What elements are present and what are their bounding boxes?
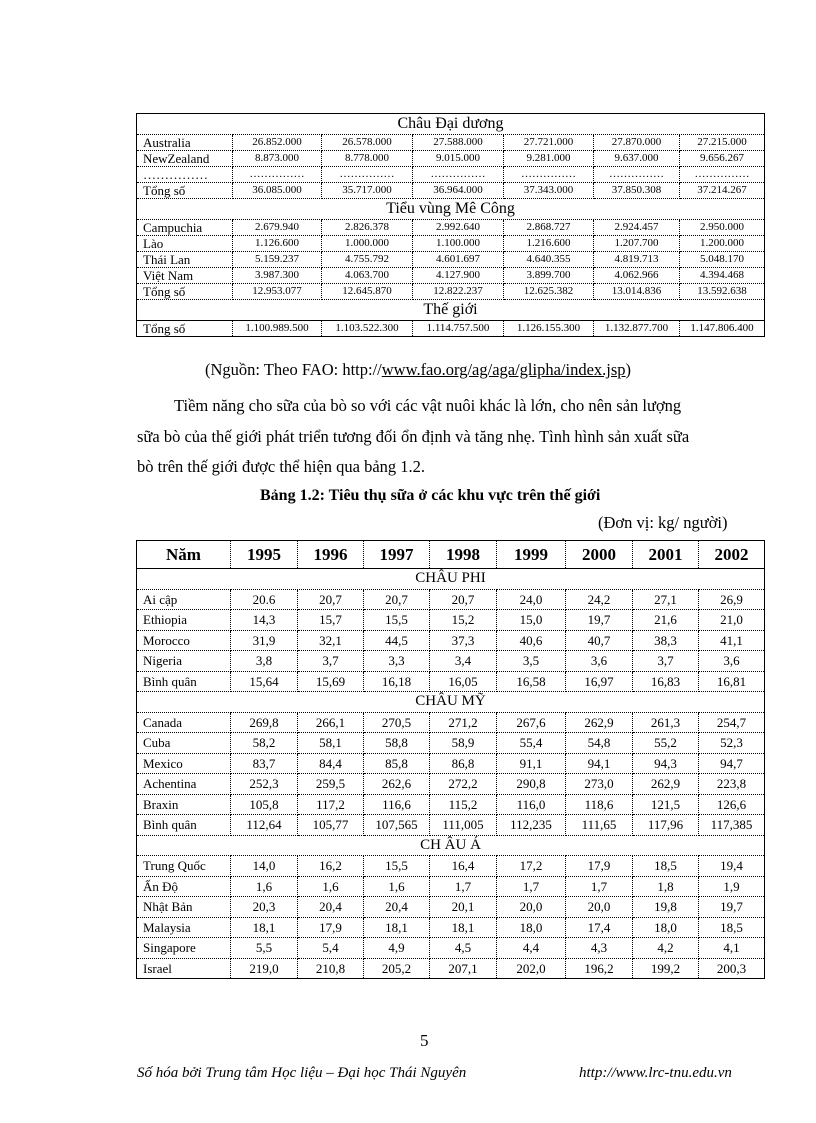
table-cell: 16,97 [566,671,633,692]
table-cell: 252,3 [231,774,298,795]
table-cell: …………… [322,167,413,183]
table-cell: 54,8 [566,733,633,754]
table-cell: 2.992.640 [413,220,504,236]
table-cell: 3,7 [633,651,699,672]
table-row [137,252,765,268]
table-cell: 27.721.000 [504,135,594,151]
table-cell: 4,5 [430,938,497,959]
table-cell: 1.216.600 [504,236,594,252]
table-cell: 273,0 [566,774,633,795]
source-note: (Nguồn: Theo FAO: http://www.fao.org/ag/aga/glipha/index.jsp) [205,360,632,379]
table-cell: 9.015.000 [413,151,504,167]
table-cell: 210,8 [298,958,364,979]
table-cell: 15,0 [497,610,566,631]
table-cell: 18,0 [633,917,699,938]
table-cell: 19,7 [699,897,765,918]
table-cell: 3,6 [566,651,633,672]
table-cell: 262,9 [566,712,633,733]
row-label: Nhật Bản [137,897,231,918]
column-header: 1998 [430,541,497,569]
row-label: NewZealand [137,151,233,167]
table-cell: 37,3 [430,630,497,651]
table-cell: 1,6 [231,876,298,897]
table-cell: 17,2 [497,856,566,877]
table-cell: 12.645.870 [322,284,413,300]
paragraph-line-3: bò trên thế giới được thể hiện qua bảng 1.2. [137,457,426,476]
table-cell: 91,1 [497,753,566,774]
row-label: Campuchia [137,220,233,236]
table-cell: 32,1 [298,630,364,651]
row-label: Israel [137,958,231,979]
table-cell: 13.592.638 [680,284,765,300]
section-row [137,114,765,135]
table-cell: 5,4 [298,938,364,959]
row-label: Cuba [137,733,231,754]
row-label: Morocco [137,630,231,651]
table-cell: 4.601.697 [413,252,504,268]
table-cell: 35.717.000 [322,183,413,199]
table-cell: 19,8 [633,897,699,918]
table-cell: 3,3 [364,651,430,672]
table-cell: 199,2 [633,958,699,979]
table-cell: 4,3 [566,938,633,959]
table-cell: 8.778.000 [322,151,413,167]
table-row [137,733,765,754]
table-cell: 2.826.378 [322,220,413,236]
table-row [137,268,765,284]
table-cell: 1,7 [430,876,497,897]
table-cell: 52,3 [699,733,765,754]
table-row [137,917,765,938]
table-row [137,876,765,897]
table-cell: 18,1 [364,917,430,938]
table-cell: 1,8 [633,876,699,897]
table-cell: 17,9 [298,917,364,938]
table-cell: 17,4 [566,917,633,938]
row-label: Australia [137,135,233,151]
table-cell: 107,565 [364,815,430,836]
table-cell: 15,7 [298,610,364,631]
section-row [137,569,765,590]
table-cell: 16,58 [497,671,566,692]
table-cell: 254,7 [699,712,765,733]
table-cell: 4.127.900 [413,268,504,284]
table-cell: 20,7 [430,589,497,610]
table-cell: 15,5 [364,856,430,877]
table-cell: 4.062.966 [594,268,680,284]
table-cell: 36.964.000 [413,183,504,199]
row-label: Nigeria [137,651,231,672]
section-title: Tiểu vùng Mê Công [137,199,765,220]
table-cell: 262,6 [364,774,430,795]
table-cell: 18,5 [699,917,765,938]
table-cell: 290,8 [497,774,566,795]
milk-consumption-table [136,540,765,979]
table-cell: 1,7 [566,876,633,897]
table-cell: 1.147.806.400 [680,321,765,337]
table-cell: 14,0 [231,856,298,877]
table-cell: 5,5 [231,938,298,959]
table-cell: 27.588.000 [413,135,504,151]
table-caption: Bảng 1.2: Tiêu thụ sữa ở các khu vực trên thế giới [260,487,601,504]
table-row [137,753,765,774]
table-cell: 116,0 [497,794,566,815]
table-cell: 1.103.522.300 [322,321,413,337]
table-cell: 3,8 [231,651,298,672]
table-cell: 55,4 [497,733,566,754]
paragraph-line-2: sữa bò của thế giới phát triển tương đối ổn định và tăng nhẹ. Tình hình sản xuất sữa [137,427,690,446]
footer-publisher: Số hóa bởi Trung tâm Học liệu – Đại học Thái Nguyên [137,1065,467,1081]
table-row [137,958,765,979]
table-cell: 1,6 [298,876,364,897]
table-row [137,815,765,836]
table-cell: 16,18 [364,671,430,692]
row-label: Singapore [137,938,231,959]
table-cell: 3,5 [497,651,566,672]
column-header: Năm [137,541,231,569]
table-cell: 16,2 [298,856,364,877]
table-cell: 18,5 [633,856,699,877]
table-cell: 15,5 [364,610,430,631]
column-header: 2002 [699,541,765,569]
table-cell: 223,8 [699,774,765,795]
table-cell: 202,0 [497,958,566,979]
table-cell: 20.6 [231,589,298,610]
section-title: Thế giới [137,300,765,321]
row-label: Mexico [137,753,231,774]
table-cell: …………… [233,167,322,183]
table-cell: 3,4 [430,651,497,672]
table-cell: 196,2 [566,958,633,979]
table-row [137,938,765,959]
table-cell: 207,1 [430,958,497,979]
table-cell: 4.063.700 [322,268,413,284]
table-cell: 18,0 [497,917,566,938]
section-title: CH ÂU Á [137,835,765,856]
table-cell: 20,4 [364,897,430,918]
page-number: 5 [420,1031,429,1050]
table-cell: 272,2 [430,774,497,795]
table-cell: …………… [413,167,504,183]
table-cell: 27.215.000 [680,135,765,151]
table-cell: 4.755.792 [322,252,413,268]
table-cell: 1,7 [497,876,566,897]
table-cell: 13.014.836 [594,284,680,300]
table-cell: 261,3 [633,712,699,733]
table-cell: 20,3 [231,897,298,918]
row-label: Achentina [137,774,231,795]
table-cell: 112,64 [231,815,298,836]
table-cell: 86,8 [430,753,497,774]
table-cell: 4,2 [633,938,699,959]
table-cell: 1.207.700 [594,236,680,252]
table-cell: 26.852.000 [233,135,322,151]
table-cell: 58,8 [364,733,430,754]
table-cell: 2.950.000 [680,220,765,236]
table-cell: 115,2 [430,794,497,815]
table-cell: 19,4 [699,856,765,877]
table-row [137,671,765,692]
row-label: Tổng số [137,284,233,300]
section-title: CHÂU MỸ [137,692,765,713]
table-cell: 31,9 [231,630,298,651]
table-row [137,794,765,815]
table-cell: 55,2 [633,733,699,754]
table-cell: 20,4 [298,897,364,918]
table-cell: 37.343.000 [504,183,594,199]
table-row [137,610,765,631]
table-cell: 12.953.077 [233,284,322,300]
table-row [137,236,765,252]
table-row [137,321,765,337]
table-cell: 15,2 [430,610,497,631]
table-cell: 219,0 [231,958,298,979]
table-cell: 1.100.989.500 [233,321,322,337]
table-row [137,284,765,300]
table-cell: 4,4 [497,938,566,959]
table-cell: 84,4 [298,753,364,774]
table-cell: 58,9 [430,733,497,754]
row-label: Việt Nam [137,268,233,284]
table-row [137,630,765,651]
table-cell: 15,69 [298,671,364,692]
table-cell: 83,7 [231,753,298,774]
table-cell: …………… [680,167,765,183]
table-row [137,220,765,236]
table-cell: 58,1 [298,733,364,754]
table-cell: 20,7 [364,589,430,610]
table-cell: 14,3 [231,610,298,631]
table-cell: 116,6 [364,794,430,815]
table-cell: 117,2 [298,794,364,815]
table-cell: 18,1 [231,917,298,938]
table-cell: 20,0 [497,897,566,918]
table-cell: 4.640.355 [504,252,594,268]
table-cell: 3.987.300 [233,268,322,284]
table-cell: 200,3 [699,958,765,979]
table-cell: 21,6 [633,610,699,631]
column-header: 2000 [566,541,633,569]
table-cell: 121,5 [633,794,699,815]
table-cell: 267,6 [497,712,566,733]
table-cell: 16,81 [699,671,765,692]
table-row [137,897,765,918]
table-row [137,651,765,672]
table-cell: 9.637.000 [594,151,680,167]
table-cell: 40,7 [566,630,633,651]
table-cell: 1.200.000 [680,236,765,252]
column-header: 1996 [298,541,364,569]
table-cell: 270,5 [364,712,430,733]
table-cell: 2.679.940 [233,220,322,236]
source-link[interactable]: www.fao.org/ag/aga/glipha/index.jsp [381,360,626,379]
section-row [137,692,765,713]
paragraph-line-1: Tiềm năng cho sữa của bò so với các vật nuôi khác là lớn, cho nên sản lượng [174,396,682,415]
row-label: Ai cập [137,589,231,610]
table-cell: …………… [504,167,594,183]
table-cell: 1.126.155.300 [504,321,594,337]
table-cell: 37.850.308 [594,183,680,199]
header-row [137,541,765,569]
table-cell: 3.899.700 [504,268,594,284]
table-cell: 5.159.237 [233,252,322,268]
table-row [137,712,765,733]
table-cell: 105,8 [231,794,298,815]
table-cell: 4,9 [364,938,430,959]
table-cell: 20,1 [430,897,497,918]
column-header: 2001 [633,541,699,569]
table-cell: 37.214.267 [680,183,765,199]
row-label: Tổng số [137,183,233,199]
row-label: Ấn Độ [137,876,231,897]
row-label: Malaysia [137,917,231,938]
table-cell: 18,1 [430,917,497,938]
table-cell: 58,2 [231,733,298,754]
table-cell: 94,7 [699,753,765,774]
table-row [137,589,765,610]
table-cell: 1.000.000 [322,236,413,252]
table-cell: 40,6 [497,630,566,651]
table-cell: 36.085.000 [233,183,322,199]
section-row [137,199,765,220]
table-cell: 8.873.000 [233,151,322,167]
table-cell: 9.281.000 [504,151,594,167]
table-row [137,135,765,151]
table-cell: 12.822.237 [413,284,504,300]
unit-note: (Đơn vị: kg/ người) [598,513,728,532]
table-cell: 1.114.757.500 [413,321,504,337]
table-cell: 1,6 [364,876,430,897]
table-cell: 20,0 [566,897,633,918]
table-cell: 117,385 [699,815,765,836]
table-cell: 9.656.267 [680,151,765,167]
table-cell: 2.924.457 [594,220,680,236]
table-cell: 117,96 [633,815,699,836]
table-cell: 4,1 [699,938,765,959]
table-cell: 16,83 [633,671,699,692]
table-row [137,167,765,183]
table-cell: 205,2 [364,958,430,979]
row-label: Bình quân [137,815,231,836]
table-cell: 21,0 [699,610,765,631]
table-cell: 266,1 [298,712,364,733]
section-title: CHÂU PHI [137,569,765,590]
row-label: Tổng số [137,321,233,337]
column-header: 1995 [231,541,298,569]
table-row [137,151,765,167]
table-cell: 94,1 [566,753,633,774]
column-header: 1999 [497,541,566,569]
table-cell: 4.394.468 [680,268,765,284]
table-cell: 27,1 [633,589,699,610]
table-row [137,774,765,795]
table-cell: 12.625.382 [504,284,594,300]
table-cell: 16,05 [430,671,497,692]
table-cell: 105,77 [298,815,364,836]
table-cell: …………… [594,167,680,183]
table-cell: 1.126.600 [233,236,322,252]
row-label: Bình quân [137,671,231,692]
table-cell: 26,9 [699,589,765,610]
table-cell: 85,8 [364,753,430,774]
section-title: Châu Đại dương [137,114,765,135]
table-cell: 38,3 [633,630,699,651]
table-cell: 126,6 [699,794,765,815]
table-cell: 3,6 [699,651,765,672]
row-label: Thái Lan [137,252,233,268]
table-cell: 1.100.000 [413,236,504,252]
table-cell: 269,8 [231,712,298,733]
table-cell: 112,235 [497,815,566,836]
table-cell: 24,0 [497,589,566,610]
table-cell: 271,2 [430,712,497,733]
table-cell: 259,5 [298,774,364,795]
table-cell: 1.132.877.700 [594,321,680,337]
row-label: Canada [137,712,231,733]
table-cell: 20,7 [298,589,364,610]
table-row [137,183,765,199]
section-row [137,300,765,321]
table-cell: 118,6 [566,794,633,815]
row-label: …………… [137,167,233,183]
footer-url[interactable]: http://www.lrc-tnu.edu.vn [579,1065,732,1081]
table-cell: 111,65 [566,815,633,836]
row-label: Braxin [137,794,231,815]
section-row [137,835,765,856]
table-cell: 24,2 [566,589,633,610]
table-cell: 262,9 [633,774,699,795]
table-cell: 17,9 [566,856,633,877]
column-header: 1997 [364,541,430,569]
table-cell: 15,64 [231,671,298,692]
table-cell: 19,7 [566,610,633,631]
table-cell: 16,4 [430,856,497,877]
milk-production-table [136,113,765,337]
table-cell: 5.048.170 [680,252,765,268]
row-label: Lào [137,236,233,252]
row-label: Trung Quốc [137,856,231,877]
table-cell: 2.868.727 [504,220,594,236]
table-cell: 1,9 [699,876,765,897]
table-cell: 41,1 [699,630,765,651]
table-cell: 94,3 [633,753,699,774]
table-cell: 26.578.000 [322,135,413,151]
row-label: Ethiopia [137,610,231,631]
table-cell: 3,7 [298,651,364,672]
table-cell: 44,5 [364,630,430,651]
table-cell: 27.870.000 [594,135,680,151]
table-row [137,856,765,877]
table-cell: 4.819.713 [594,252,680,268]
table-cell: 111,005 [430,815,497,836]
